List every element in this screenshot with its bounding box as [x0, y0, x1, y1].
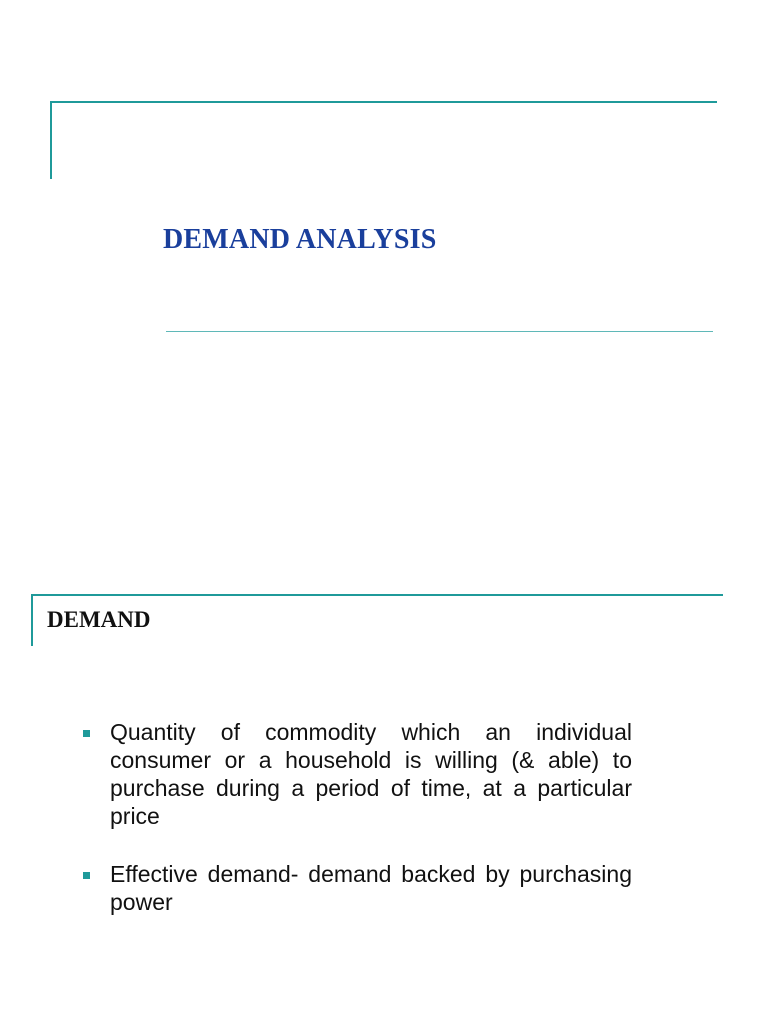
bullet-text: Quantity of commodity which an individual consumer or a household is willing (& able) to purchase during a period of time, at a particular price [110, 719, 632, 829]
square-bullet-icon [83, 730, 90, 737]
square-bullet-icon [83, 872, 90, 879]
slide2-frame-left-line [31, 594, 33, 646]
list-item [80, 718, 632, 830]
list-item [80, 860, 632, 916]
bullet-text: Effective demand- demand backed by purchasing power [110, 861, 632, 915]
bullet-list [80, 718, 632, 946]
slide1-title-underline [166, 331, 713, 332]
slide1-title: DEMAND ANALYSIS [163, 224, 437, 255]
slide1-frame-left-line [50, 101, 52, 179]
slide2-heading: DEMAND [47, 607, 151, 632]
slide1-frame-top-line [50, 101, 717, 103]
slide2-frame-top-line [31, 594, 723, 596]
